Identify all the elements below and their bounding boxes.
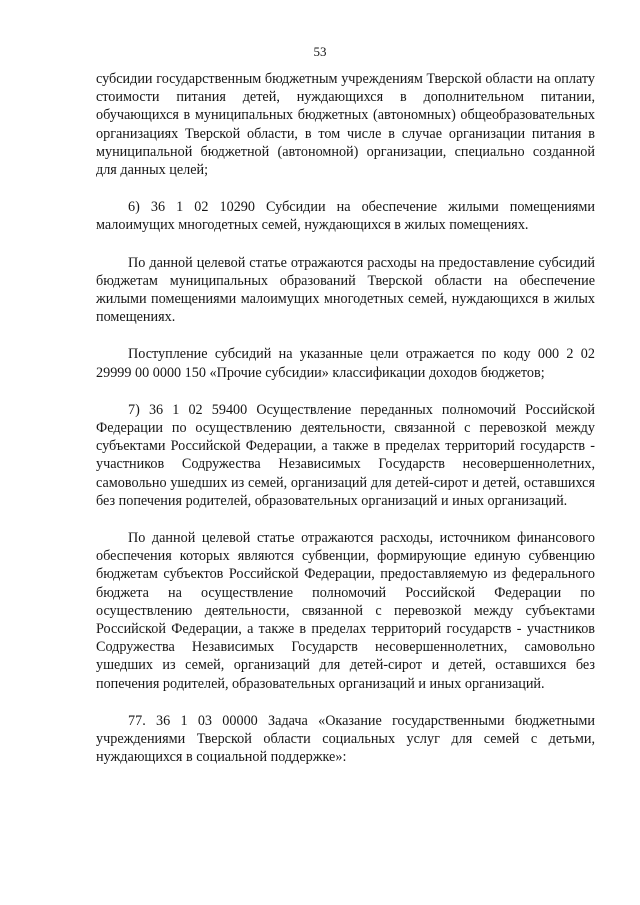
paragraph-item-7: 7) 36 1 02 59400 Осуществление переданных полномочий Российской Федерации по осуществлению деятельности, связанной с перевозкой между субъектами Российской Федерации, а также в пределах территорий государств - участников Содружества Независимых Государств несовершеннолетних, самовольно ушедших из семей, организаций для детей-сирот и детей, оставшихся без попечения родителей, образовательных организаций и иных организаций. <box>96 401 595 509</box>
page-number: 53 <box>313 44 327 59</box>
paragraph-subsidy-continuation: субсидии государственным бюджетным учреждениям Тверской области на оплату стоимости питания детей, нуждающихся в дополнительном питании, обучающихся в муниципальных бюджетных (автономных) общеобразовательных организациях Тверской области, в том числе в случае организации питания в муниципальной бюджетной (автономной) организации, специально созданной для данных целей; <box>96 71 595 179</box>
paragraph-item-77: 77. 36 1 03 00000 Задача «Оказание государственными бюджетными учреждениями Тверской области социальных услуг для семей с детьми, нуждающихся в социальной поддержке»: <box>96 712 595 766</box>
document-body <box>96 70 595 767</box>
paragraph-item-6-description: По данной целевой статье отражаются расходы на предоставление субсидий бюджетам муниципальных образований Тверской области на обеспечение жилыми помещениями малоимущих многодетных семей, нуждающихся в жилых помещениях. <box>96 254 595 326</box>
paragraph-item-6-income-code: Поступление субсидий на указанные цели отражается по коду 000 2 02 29999 00 0000 150 «Прочие субсидии» классификации доходов бюджетов; <box>96 346 595 381</box>
paragraph-item-7-description: По данной целевой статье отражаются расходы, источником финансового обеспечения которых являются субвенции, формирующие единую субвенцию бюджетам субъектов Российской Федерации, предоставляемую из федерального бюджета на осуществление полномочий Российской Федерации по осуществлению деятельности, связанной с перевозкой между субъектами Российской Федерации, а также в пределах территорий государств - участников Содружества Независимых Государств несовершеннолетних, самовольно ушедших из семей, организаций для детей-сирот и детей, оставшихся без попечения родителей, образовательных организаций и иных организаций. <box>96 530 595 692</box>
paragraph-item-6: 6) 36 1 02 10290 Субсидии на обеспечение жилыми помещениями малоимущих многодетных семей, нуждающихся в жилых помещениях. <box>96 199 595 234</box>
